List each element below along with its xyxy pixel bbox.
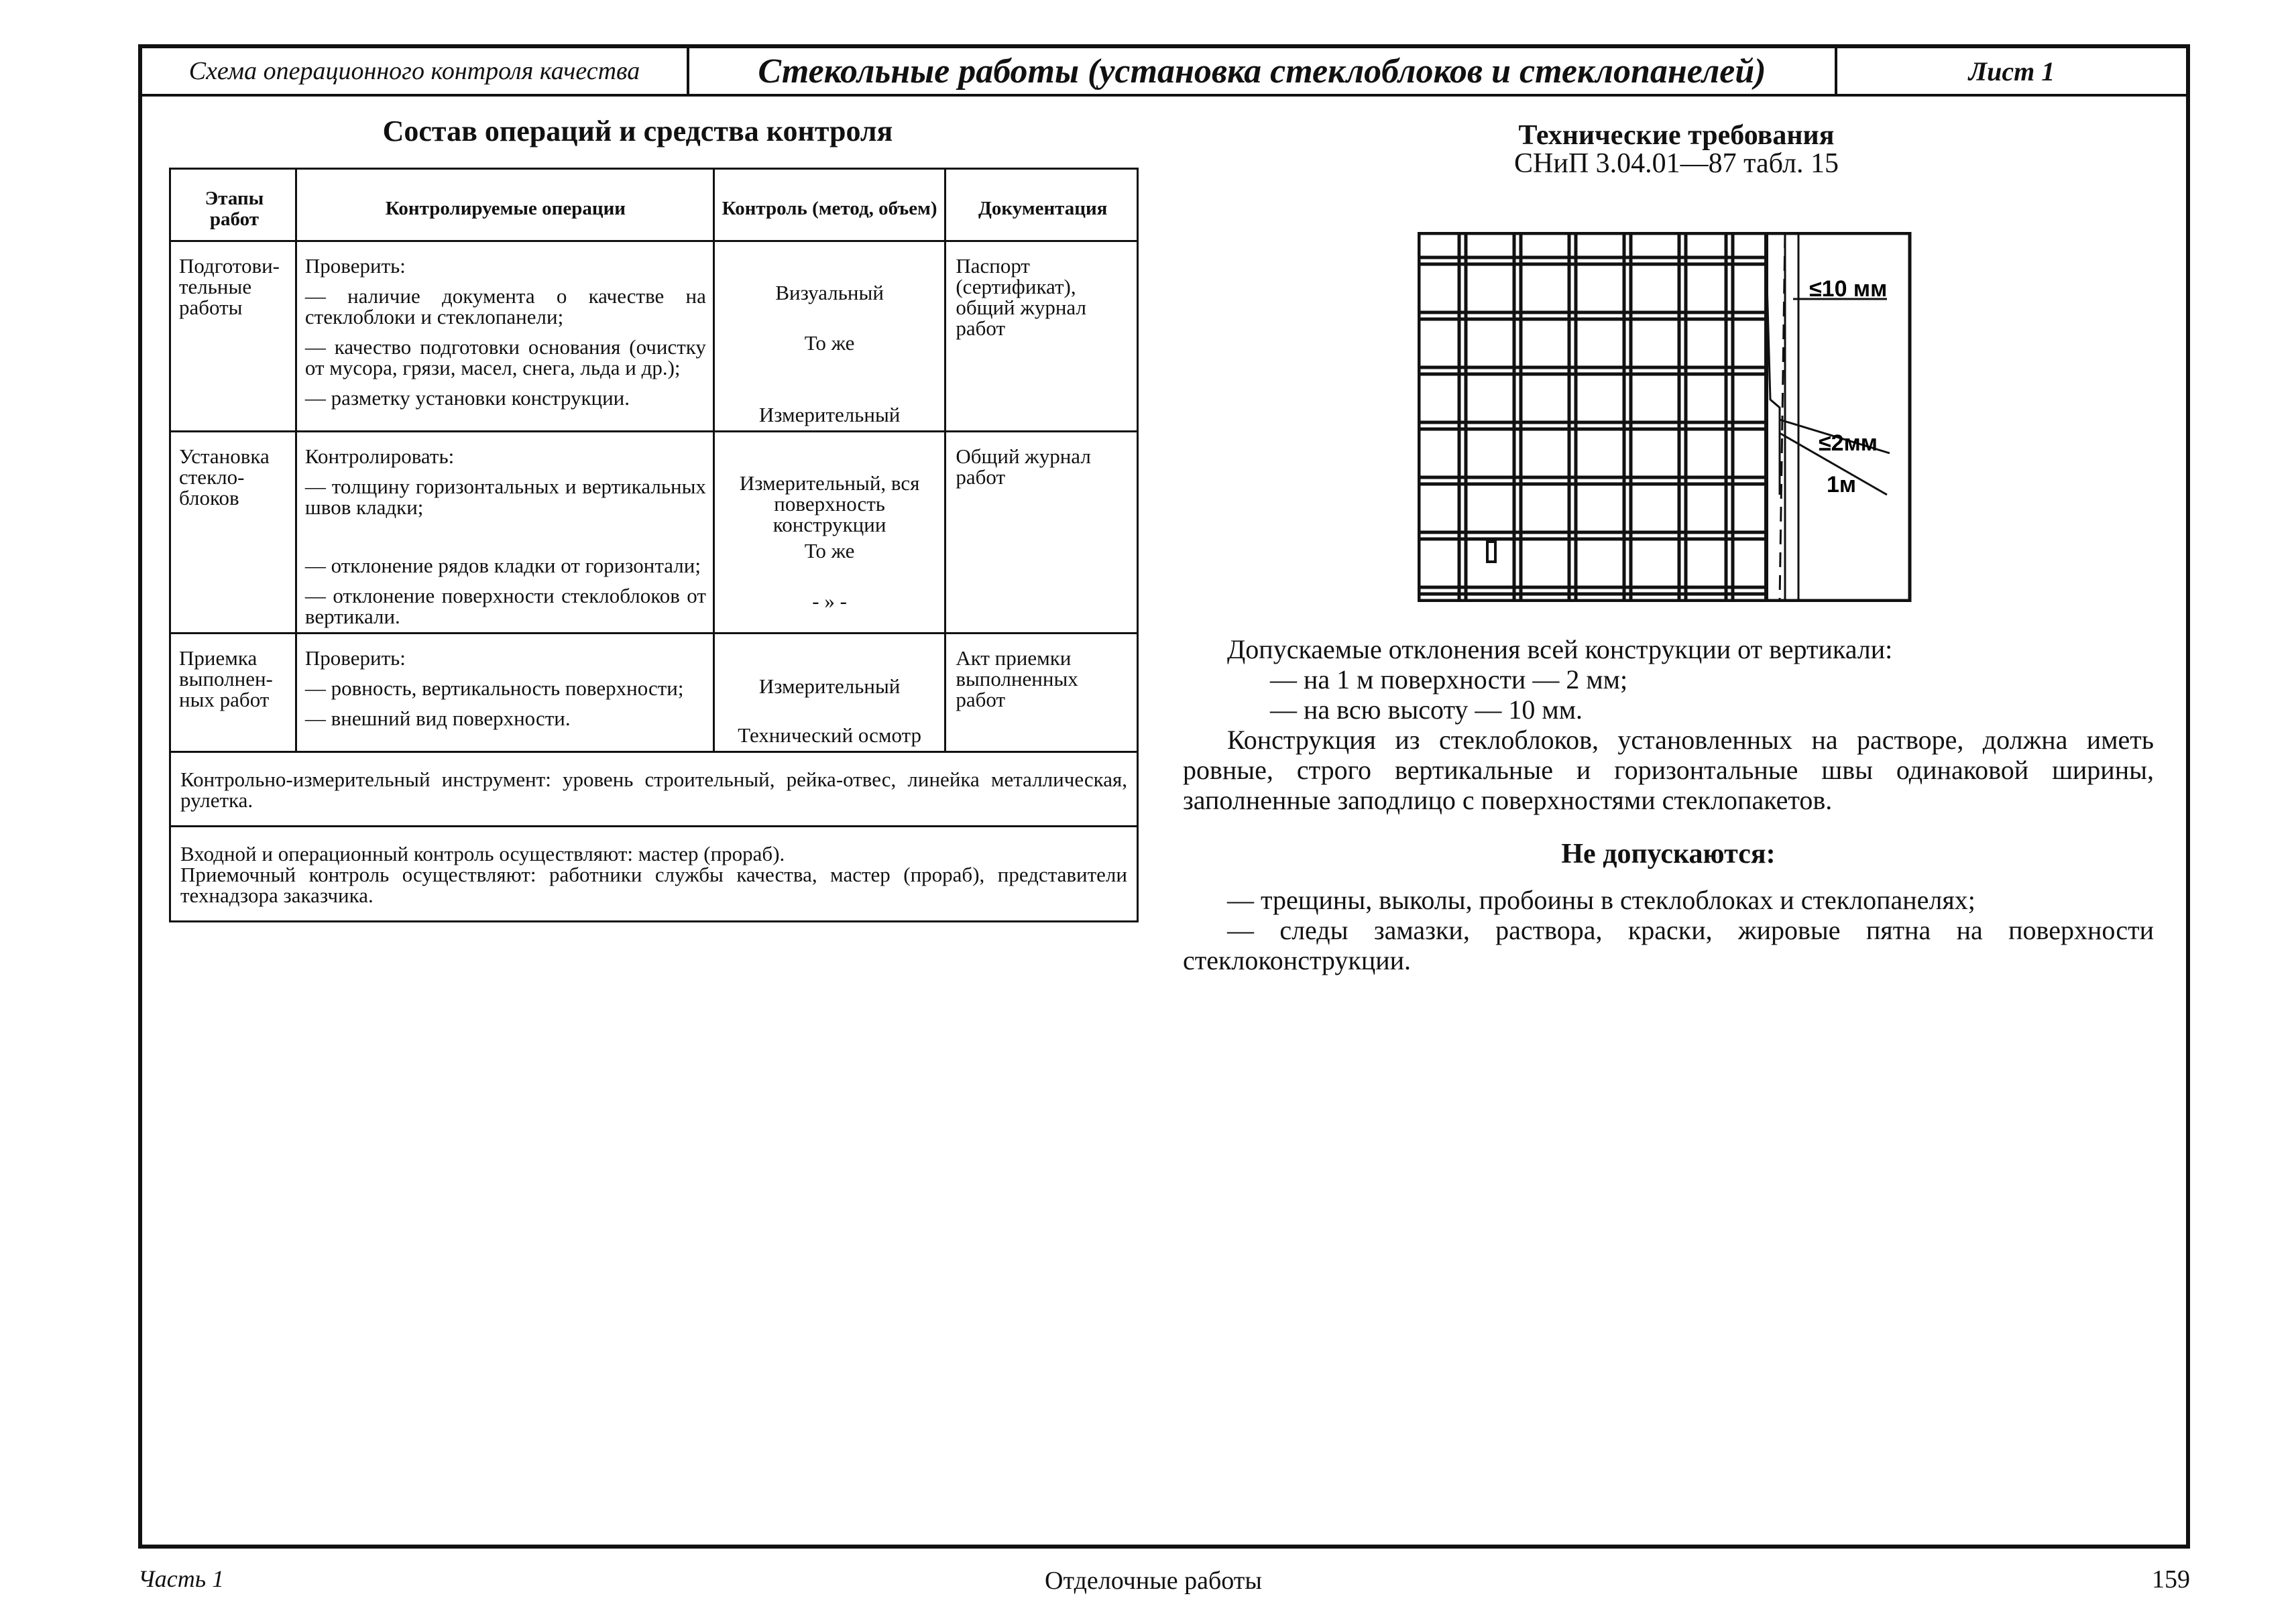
level-marker — [1487, 542, 1495, 562]
table-row — [170, 752, 1138, 827]
instruments-note: Контрольно-измерительный инструмент: уровень строительный, рейка-отвес, линейка металлическая, рулетка. — [170, 752, 1138, 827]
operations-intro: Проверить: — [304, 254, 406, 278]
dimension-leaders — [1780, 299, 1890, 495]
not-allowed-list — [1183, 885, 2154, 975]
header-control: Контроль (метод, объем) — [713, 169, 945, 241]
footer-part-label: Часть 1 — [138, 1565, 225, 1592]
control-method: Измерительный — [758, 674, 901, 698]
stage-cell: Приемка выполнен-ных работ — [170, 634, 296, 752]
operation-item: — внешний вид поверхности. — [304, 707, 571, 730]
plumb-line — [1766, 233, 1785, 601]
operation-item: — качество подготовки основания (очистку от мусора, грязи, масел, снега, льда и др.); — [304, 335, 706, 379]
control-cell — [713, 432, 945, 634]
operation-item: — ровность, вертикальность поверхности; — [304, 676, 684, 700]
deviation-2mm-label: ≤2мм — [1819, 430, 1878, 456]
control-method: Измерительный — [758, 403, 901, 426]
glass-block-wall-diagram — [1418, 232, 1914, 602]
control-method: - » - — [812, 589, 847, 613]
stage-cell: Подготови-тельные работы — [170, 241, 296, 432]
tech-requirements-title: Технические требования — [1518, 120, 1835, 151]
control-method: Визуальный — [775, 281, 884, 304]
documentation-cell: Акт приемки выполненных работ — [945, 634, 1138, 752]
deviations-intro: Допускаемые отклонения всей конструкции от вертикали: — [1227, 634, 1893, 664]
operations-table — [169, 168, 1139, 922]
header-operations: Контролируемые операции — [296, 169, 713, 241]
deviations-block — [1183, 634, 2154, 815]
operation-item: — отклонение рядов кладки от горизонтали; — [304, 554, 701, 577]
tech-requirements-reference: СНиП 3.04.01—87 табл. 15 — [1514, 148, 1839, 179]
page-number: 159 — [2152, 1565, 2190, 1594]
not-allowed-item: — следы замазки, раствора, краски, жировые пятна на поверхности стеклоконструкции. — [1183, 915, 2154, 975]
operations-intro: Контролировать: — [304, 444, 455, 468]
table-row — [170, 827, 1138, 922]
documentation-cell: Общий журнал работ — [945, 432, 1138, 634]
deviation-10mm-label: ≤10 мм — [1809, 276, 1888, 302]
stage-cell: Установка стекло-блоков — [170, 432, 296, 634]
operation-item: — толщину горизонтальных и вертикальных швов кладки; — [304, 475, 706, 519]
operations-cell — [296, 432, 713, 634]
control-method: То же — [804, 331, 855, 355]
operation-item: — наличие документа о качестве на стеклоблоки и стеклопанели; — [304, 284, 706, 328]
table-row — [170, 241, 1138, 432]
control-method: То же — [804, 539, 855, 562]
control-cell — [713, 241, 945, 432]
header-band — [142, 48, 2186, 97]
control-responsibility-cell — [170, 827, 1138, 922]
header-sheet-number: Лист 1 — [1968, 56, 2055, 86]
not-allowed-title: Не допускаются: — [1561, 839, 1776, 869]
table-header-row — [170, 169, 1138, 241]
height-1m-label: 1м — [1827, 472, 1857, 497]
header-title: Стекольные работы (установка стеклоблоков и стеклопанелей) — [689, 48, 1837, 94]
control-method: Технический осмотр — [738, 723, 922, 747]
deviation-item: — на 1 м поверхности — 2 мм; — [1270, 664, 1628, 695]
control-cell — [713, 634, 945, 752]
table-row — [170, 432, 1138, 634]
deviation-item: — на всю высоту — 10 мм. — [1270, 695, 1583, 725]
header-stage: Этапы работ — [170, 169, 296, 241]
header-scheme-label: Схема операционного контроля качества — [142, 48, 689, 94]
control-method: Измерительный, вся поверхность конструкции — [739, 471, 920, 536]
table-row — [170, 634, 1138, 752]
control-note: Входной и операционный контроль осуществляют: мастер (прораб). — [180, 842, 785, 865]
not-allowed-item: — трещины, выколы, пробоины в стеклоблоках и стеклопанелях; — [1227, 885, 1975, 915]
operations-cell — [296, 634, 713, 752]
operation-item: — разметку установки конструкции. — [304, 386, 630, 410]
footer-section-title: Отделочные работы — [1045, 1567, 1262, 1595]
operation-item: — отклонение поверхности стеклоблоков от вертикали. — [304, 584, 706, 628]
operations-cell — [296, 241, 713, 432]
requirement-text: Конструкция из стеклоблоков, установленных на растворе, должна иметь ровные, строго вертикальные и горизонтальные швы одинаковой ширины, заполненные заподлицо с поверхностями стеклопакетов. — [1183, 725, 2154, 815]
header-documentation: Документация — [945, 169, 1138, 241]
documentation-cell: Паспорт (сертификат), общий журнал работ — [945, 241, 1138, 432]
operations-title: Состав операций и средства контроля — [382, 115, 893, 147]
control-note: Приемочный контроль осуществляют: работники службы качества, мастер (прораб), представители технадзора заказчика. — [180, 863, 1127, 907]
operations-intro: Проверить: — [304, 646, 406, 670]
